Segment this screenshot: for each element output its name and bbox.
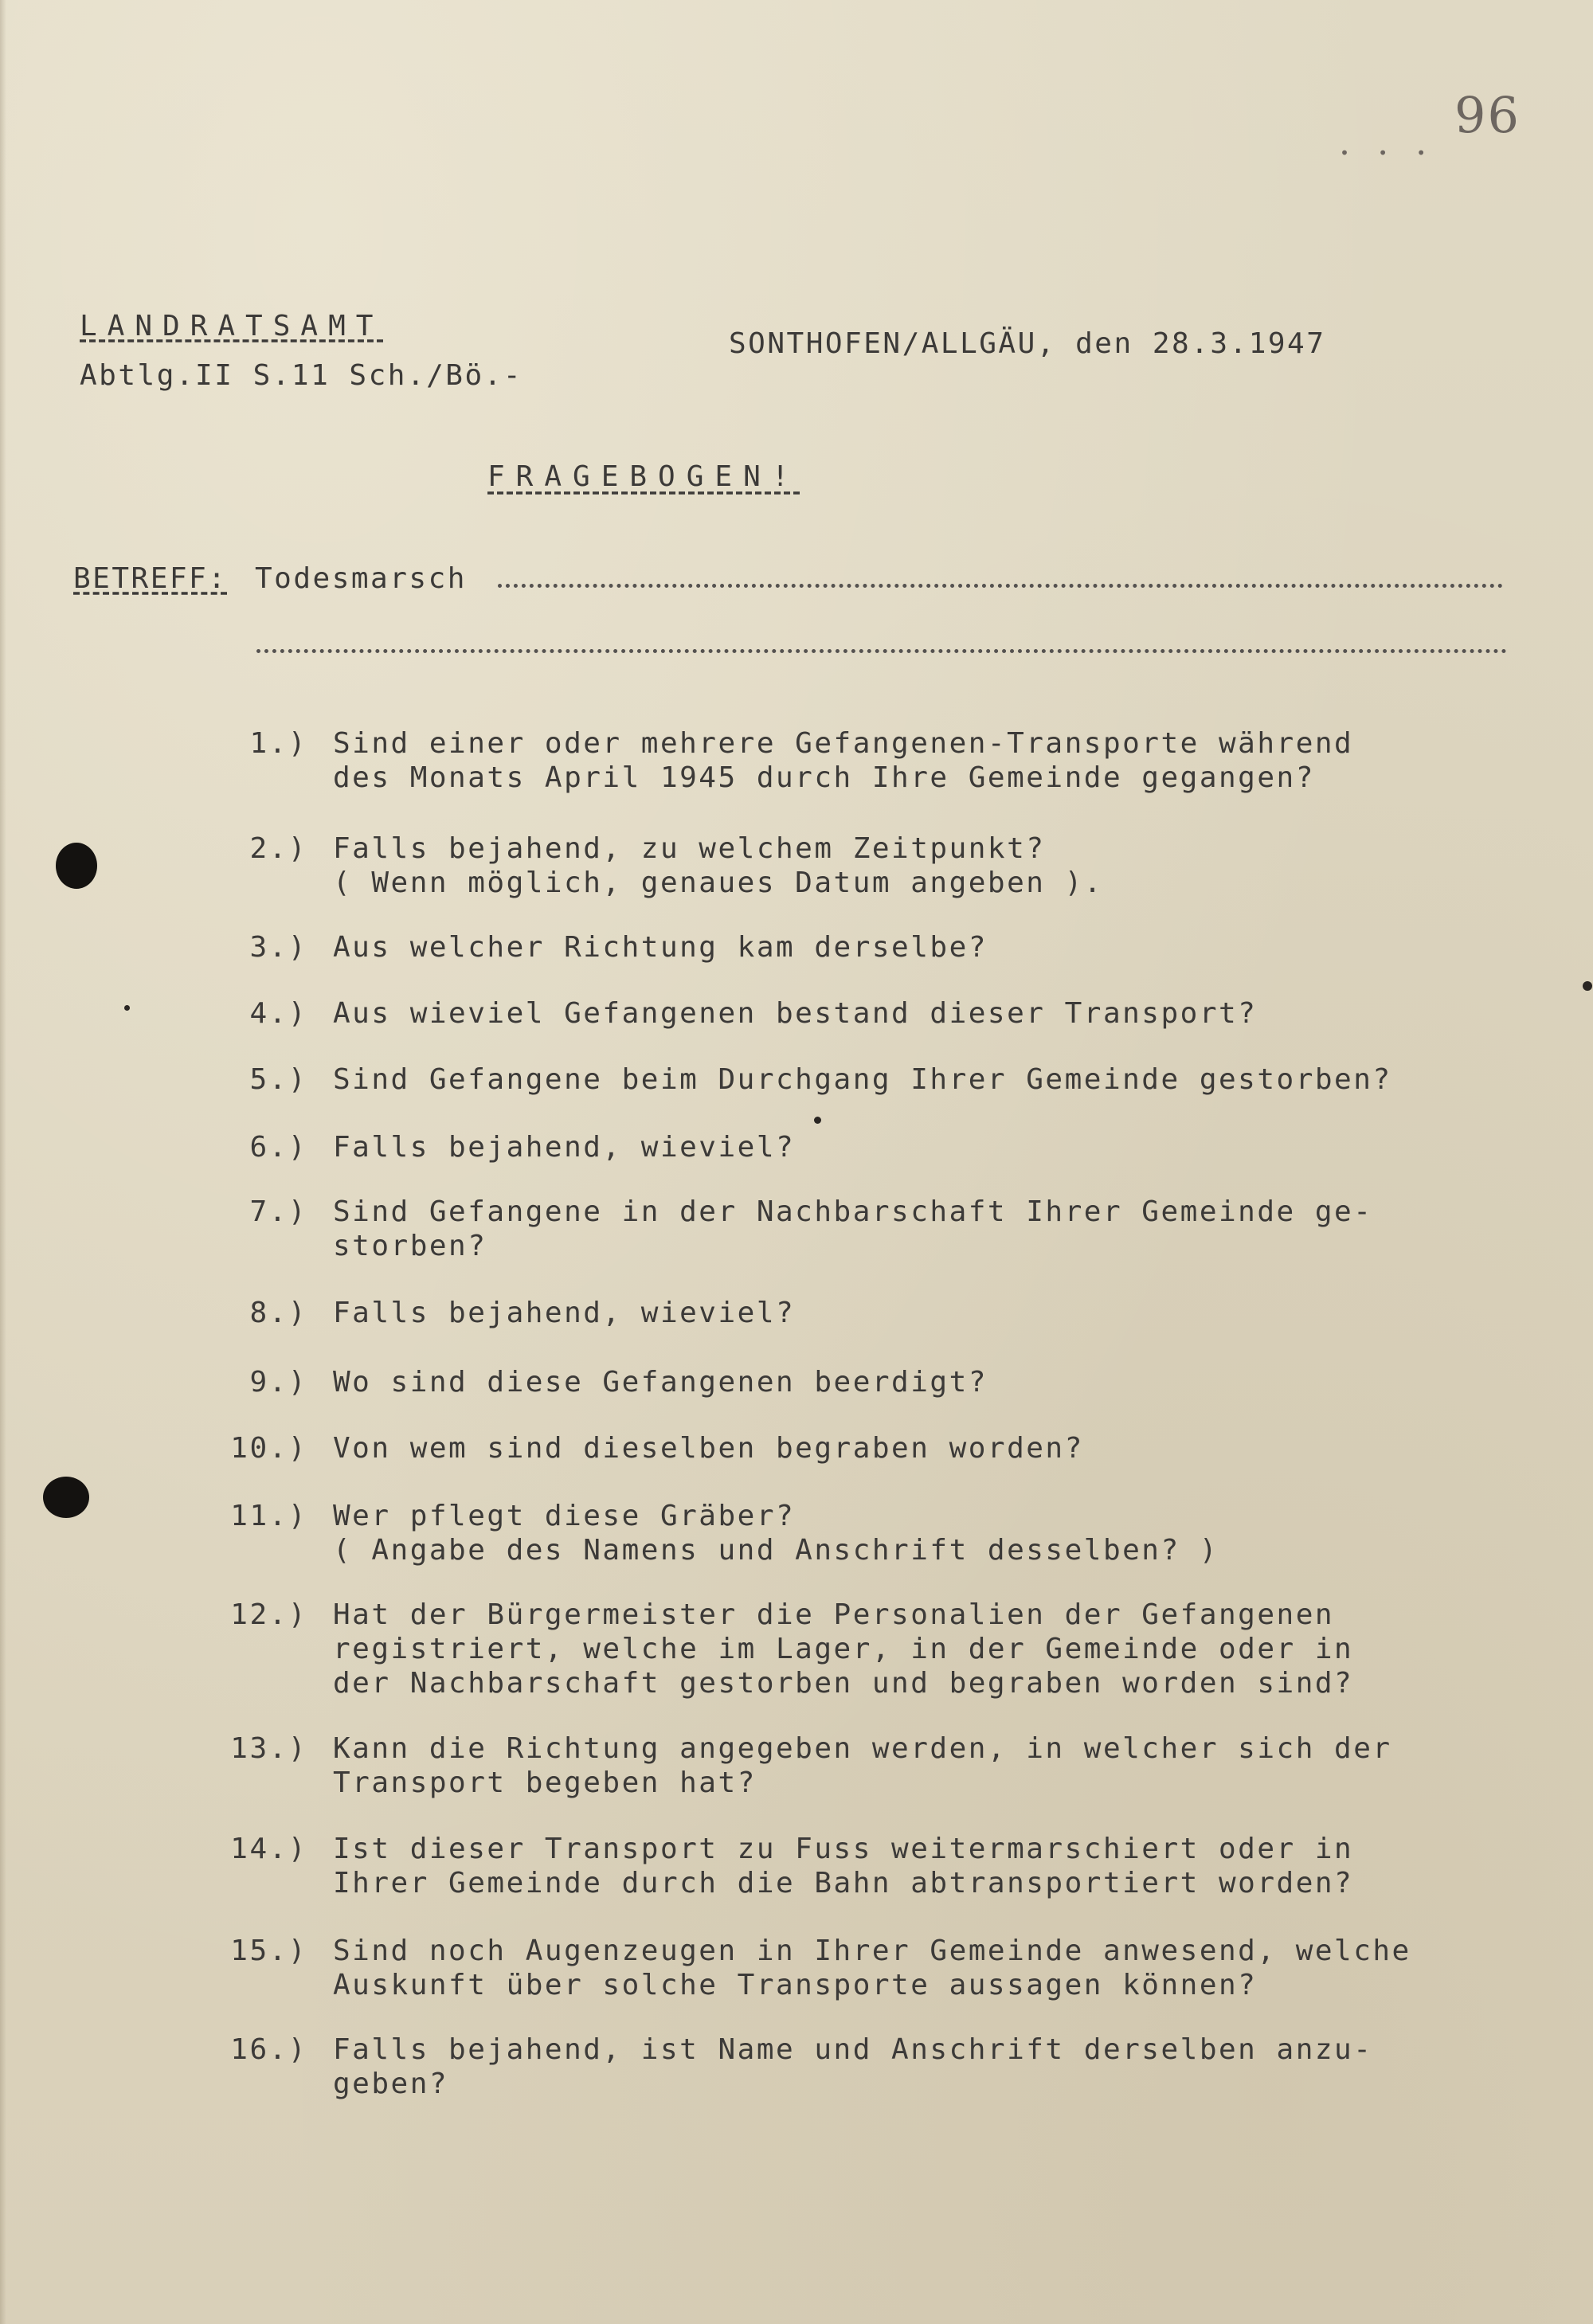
ink-speck [124,1005,130,1011]
question-line: Sind noch Augenzeugen in Ihrer Gemeinde anwesend, welche [333,1935,1411,1967]
page-number: 96 [1454,86,1521,144]
file-reference: Abtlg.II S.11 Sch./Bö.- [80,359,523,392]
office-name: LANDRATSAMT [80,310,384,342]
question-number: 15.) [230,1935,307,1967]
question-number: 4.) [249,997,307,1030]
question-number: 5.) [249,1063,307,1096]
question-line: ( Angabe des Namens und Anschrift desselben? ) [333,1534,1219,1567]
subject-dotted-line-2 [256,649,1507,653]
question-line: des Monats April 1945 durch Ihre Gemeinde gegangen? [333,761,1315,794]
question-number: 8.) [249,1297,307,1329]
question-line: Hat der Bürgermeister die Personalien der Gefangenen [333,1598,1335,1631]
question-line: Transport begeben hat? [333,1766,757,1799]
question-number: 16.) [230,2033,307,2066]
paper-edge-shadow [0,0,6,2324]
question-number: 7.) [249,1195,307,1228]
question-number: 3.) [249,931,307,964]
question-line: storben? [333,1230,487,1262]
punch-hole [43,1477,89,1518]
question-line: Falls bejahend, wieviel? [333,1131,796,1164]
question-number: 2.) [249,832,307,865]
question-line: Wer pflegt diese Gräber? [333,1500,796,1532]
question-number: 14.) [230,1833,307,1865]
question-line: Falls bejahend, ist Name und Anschrift derselben anzu- [333,2033,1373,2066]
subject-value: Todesmarsch [255,562,467,595]
question-number: 9.) [249,1366,307,1399]
question-line: Von wem sind dieselben begraben worden? [333,1432,1084,1465]
question-line: Sind Gefangene beim Durchgang Ihrer Gemeinde gestorben? [333,1063,1392,1096]
question-number: 13.) [230,1732,307,1765]
place-and-date: SONTHOFEN/ALLGÄU, den 28.3.1947 [729,327,1326,360]
question-line: Wo sind diese Gefangenen beerdigt? [333,1366,988,1399]
ink-marks: • • • [1340,143,1436,162]
question-number: 6.) [249,1131,307,1164]
subject-dotted-line [498,584,1503,588]
question-line: der Nachbarschaft gestorben und begraben worden sind? [333,1667,1354,1700]
ink-speck [814,1117,821,1124]
question-line: Sind einer oder mehrere Gefangenen-Transporte während [333,727,1354,760]
question-number: 1.) [249,727,307,760]
question-line: Ihrer Gemeinde durch die Bahn abtransportiert worden? [333,1867,1354,1899]
question-line: Falls bejahend, wieviel? [333,1297,796,1329]
question-line: Auskunft über solche Transporte aussagen können? [333,1969,1258,2001]
question-line: ( Wenn möglich, genaues Datum angeben ). [333,867,1103,899]
subject-label: BETREFF: [73,562,228,595]
question-line: registriert, welche im Lager, in der Gemeinde oder in [333,1633,1354,1665]
question-line: Sind Gefangene in der Nachbarschaft Ihrer Gemeinde ge- [333,1195,1373,1228]
question-number: 12.) [230,1598,307,1631]
punch-hole [56,843,97,889]
question-line: Ist dieser Transport zu Fuss weitermarschiert oder in [333,1833,1354,1865]
question-line: geben? [333,2068,449,2100]
ink-speck [1583,981,1592,991]
document-title: FRAGEBOGEN! [487,460,800,493]
question-number: 11.) [230,1500,307,1532]
question-line: Kann die Richtung angegeben werden, in welcher sich der [333,1732,1392,1765]
question-line: Aus wieviel Gefangenen bestand dieser Transport? [333,997,1258,1030]
question-line: Falls bejahend, zu welchem Zeitpunkt? [333,832,1046,865]
question-number: 10.) [230,1432,307,1465]
question-line: Aus welcher Richtung kam derselbe? [333,931,988,964]
